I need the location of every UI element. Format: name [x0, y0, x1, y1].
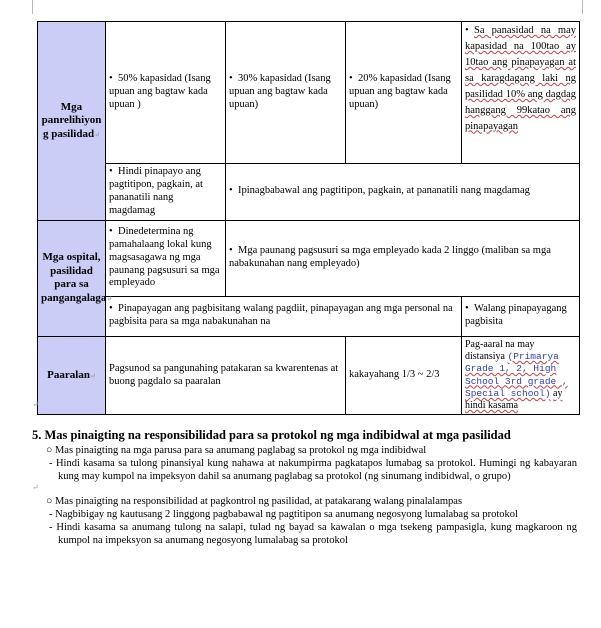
- list-item: ○ Mas pinaigting na mga parusa para sa anumang paglabag sa protokol ng mga indibidwal: [46, 444, 427, 456]
- category-cell: Mga ospital, pasilidad para sa pangangalaga↵: [38, 220, 106, 336]
- table-cell: • Hindi pinapayo ang pagtitipon, pagkain, at pananatili nang magdamag: [106, 164, 226, 221]
- table-row: [38, 296, 580, 336]
- page-margin-left: [32, 0, 33, 14]
- category-cell: Mga panrelihiyon g pasilidad↵: [38, 22, 106, 221]
- table-cell: kakayahang 1/3 ~ 2/3: [346, 336, 462, 415]
- page-margin-right: [582, 0, 583, 14]
- table-cell: • 20% kapasidad (Isang upuan ang bagtaw kada upuan): [346, 22, 462, 164]
- list-item: - Nagbibigay ng kautusang 2 linggong pagbabawal ng pagtitipon sa anumang negosyong lumalabag sa protokol: [49, 509, 518, 521]
- table-cell: Pag-aaral na may distansiya (Primarya Grade 1, 2, High School 3rd grade , Special school) ay hindi kasama: [462, 336, 580, 415]
- empty-paragraph: ↵: [32, 483, 39, 492]
- table-cell: • Sa panasidad na may kapasidad na 100tao ay 10tao ang pinapayagan at sa karagdagang laki ng pasilidad 10% ang dagdag hanggang 99katao ang pinapayagan: [462, 22, 580, 164]
- list-item: - Hindi kasama sa tulong pinansiyal kung nahawa at nakumpirma pagkatapos lumabag sa protokol. Humingi ng kabayaran kung may kumpol na impeksyon dahil sa anumang paglabag sa protokol (ng sinumang indibidwal, o grupo): [49, 457, 578, 482]
- table-row: [38, 220, 580, 296]
- list-item: ○ Mas pinaigting na responsibilidad at pagkontrol ng pasilidad, at patakarang walang pinalalampas: [46, 496, 463, 507]
- table-cell: Pagsunod sa pangunahing patakaran sa kwarentenas at buong pagdalo sa paaralan: [106, 336, 346, 415]
- empty-paragraph: ↵: [32, 400, 39, 409]
- section-body: [32, 400, 577, 548]
- category-cell: Paaralan↵: [38, 336, 106, 415]
- table-cell: • Ipinagbabawal ang pagtitipon, pagkain, at pananatili nang magdamag: [226, 164, 580, 221]
- table-row: [38, 22, 580, 164]
- table-cell: • 30% kapasidad (Isang upuan ang bagtaw kada upuan): [226, 22, 346, 164]
- table-cell: • Pinapayagan ang pagbisitang walang pagdiit, pinapayagan ang mga personal na pagbisita para sa mga nabakunahan na: [106, 296, 462, 336]
- list-item: - Hindi kasama sa anumang tulong na salapi, tulad ng bayad sa kawalan o mga tsekeng pampasigla, kung magkaroon ng kumpol na impeksyon sa anumang negosyong lumalabag sa protokol: [49, 522, 578, 547]
- table-cell: • Walang pinapayagang pagbisita: [462, 296, 580, 336]
- section-heading: 5. Mas pinaigting na responsibilidad para sa protokol ng mga indibidwal at mga pasilidad: [32, 428, 511, 442]
- facility-rules-table: [37, 21, 580, 415]
- table-cell: • 50% kapasidad (Isang upuan ang bagtaw kada upuan ): [106, 22, 226, 164]
- table-row: [38, 164, 580, 221]
- table-cell: • Dinedetermina ng pamahalaang lokal kung magsasagawa ng mga paunang pagsusuri sa mga empleyado: [106, 220, 226, 296]
- table-cell: • Mga paunang pagsusuri sa mga empleyado kada 2 linggo (maliban sa mga nabakunahan nang empleyado): [226, 220, 580, 296]
